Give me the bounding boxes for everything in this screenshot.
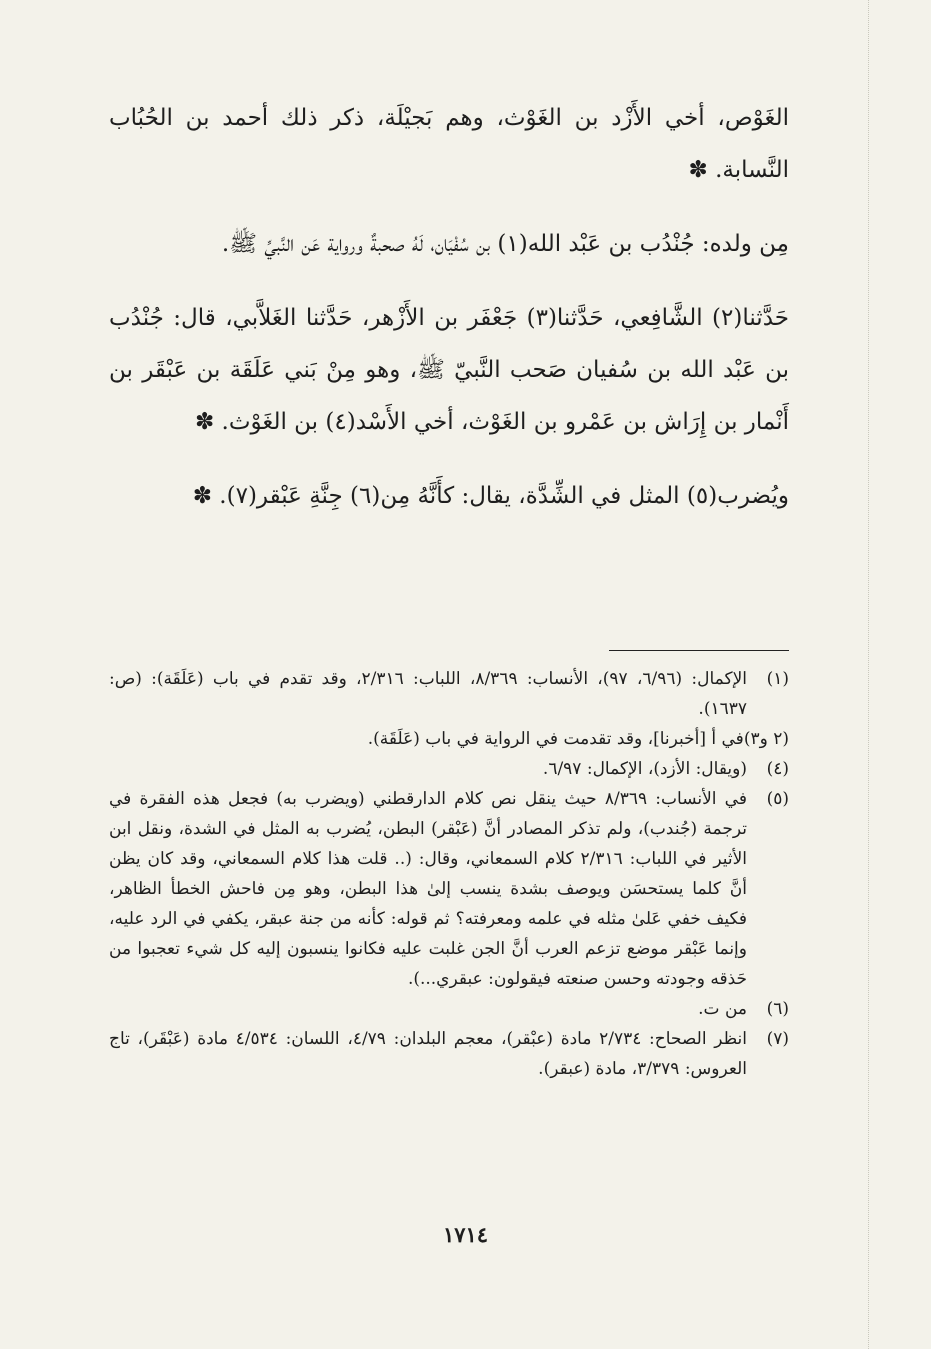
footnote xyxy=(109,724,789,754)
footnote xyxy=(109,754,789,784)
paragraph: مِن ولده: جُنْدُب بن عَبْد الله(١) بن سُفْيَان، لَهُ صحبةٌ ورواية عَن النَّبيِّ ﷺ. xyxy=(221,231,789,257)
footnote-separator xyxy=(609,650,789,651)
footnote-text: في أ [أخبرنا]، وقد تقدمت في الرواية في باب (عَلَقَة). xyxy=(367,729,744,749)
footnote-number: (٥) xyxy=(766,789,789,809)
footnote-number: (١) xyxy=(766,669,789,689)
paragraph: الغَوْص، أخي الأَزْد بن الغَوْث، وهم بَجيْلَة، ذكر ذلك أحمد بن الحُبُاب النَّسابة. ✽ xyxy=(109,105,789,183)
footnote-text: (ويقال: الأزد)، الإكمال: ٦/٩٧. xyxy=(542,759,747,779)
main-text xyxy=(109,92,789,522)
footnote xyxy=(109,784,789,994)
paragraph: حَدَّثنا(٢) الشَّافِعي، حَدَّثنا(٣) جَعْفَر بن الأَزْهر، حَدَّثنا الغَلاَّبي، قال: جُنْدُب بن عَبْد الله بن سُفيان صَحب النَّبيّ ﷺ، وهو مِنْ بَني عَلَقَة بن عَبْقَر بن أَنْمار بن إِرَاش بن عَمْرو بن الغَوْث، أخي الأَسْد(٤) بن الغَوْث. ✽ xyxy=(109,305,789,435)
footnotes xyxy=(109,664,789,1084)
paragraph: ويُضرب(٥) المثل في الشِّدَّة، يقال: كأَنَّهُ مِن(٦) جِنَّةِ عَبْقر(٧). ✽ xyxy=(192,483,789,509)
footnote-number: (٦) xyxy=(766,999,789,1019)
footnote-text: انظر الصحاح: ٢/٧٣٤ مادة (عبْقر)، معجم البلدان: ٤/٧٩، اللسان: ٤/٥٣٤ مادة (عَبْقَر)، تاج العروس: ٣/٣٧٩، مادة (عبقر). xyxy=(109,1029,747,1079)
footnote xyxy=(109,664,789,724)
footnote xyxy=(109,1024,789,1084)
footnote xyxy=(109,994,789,1024)
footnote-text: الإكمال: (٦/٩٦، ٩٧)، الأنساب: ٨/٣٦٩، اللباب: ٢/٣١٦، وقد تقدم في باب (عَلَقَة): (ص: ١٦٣٧). xyxy=(109,669,747,719)
footnote-number: (٤) xyxy=(766,759,789,779)
page-number: ١٧١٤ xyxy=(442,1222,489,1247)
footnote-number: (٢ و٣) xyxy=(743,729,789,749)
margin-guide-line xyxy=(868,0,870,1349)
footnote-number: (٧) xyxy=(766,1029,789,1049)
footnote-text: في الأنساب: ٨/٣٦٩ حيث ينقل نص كلام الدارقطني (ويضرب به) فجعل هذه الفقرة في ترجمة (جُندب)، ولم تذكر المصادر أنَّ (عَبْقر) البطن، يُضرب به المثل في الشدة، ونقل ابن الأثير في اللباب: ٢/٣١٦ كلام السمعاني، وقال: (.. قلت هذا كلام السمعاني، وقد كان يظن أنَّ كلما يستحسَن ويوصف بشدة ينسب إلىٰ هذا البطن، وهو مِن فاحش الخطأ الظاهر، فكيف خفي عَلىٰ مثله في علمه ومعرفته؟ ثم قوله: كأنه من جنة عبقر، يكفي في الرد عليه، وإنما عَبْقر موضع تزعم العرب أنَّ الجن غلبت عليه فكانوا ينسبون إليه كل شيء تعجبوا من حَذقه وجودته وحسن صنعته فيقولون: عبقري...). xyxy=(109,789,747,989)
footnote-text: من ت. xyxy=(698,999,747,1019)
